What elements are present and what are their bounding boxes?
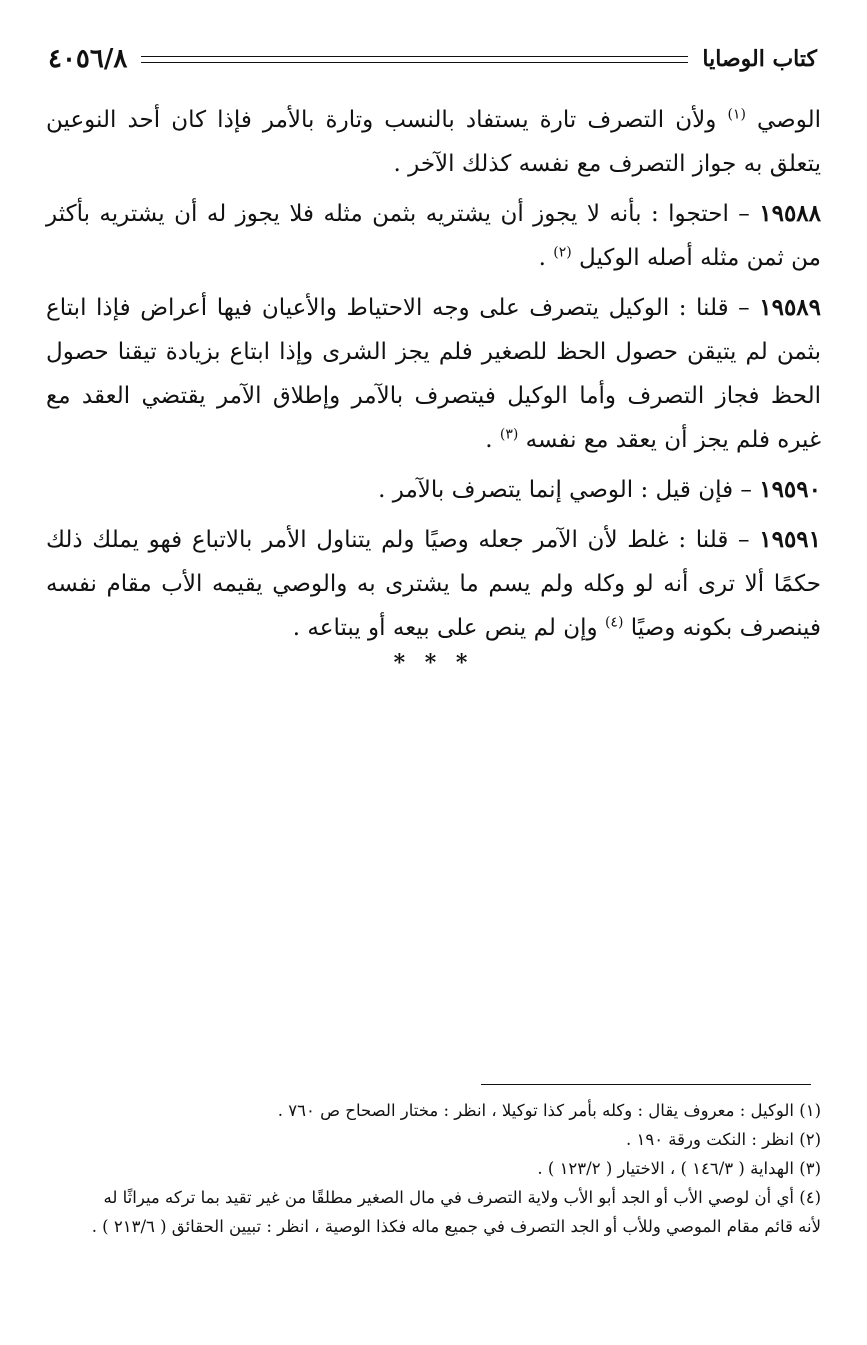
paragraph	[46, 192, 821, 280]
footnote: (٤) أي أن لوصي الأب أو الجد أبو الأب ولاية التصرف في مال الصغير مطلقًا من غير تقيد بما تركه ميراثًا له	[103, 1188, 821, 1207]
page-number: ٤٠٥٦/٨	[48, 44, 128, 74]
footnote-rule	[481, 1084, 811, 1085]
page-header	[48, 42, 817, 76]
paragraph-number: ١٩٥٩٠	[759, 476, 821, 503]
paragraph-text: – قلنا : غلط لأن الآمر جعله وصيًا ولم يتناول الأمر بالاتباع فهو يملك ذلك حكمًا ألا ترى أنه لو وكله ولم يسم ما يشترى به والوصي يقيمه الأب مقام نفسه فينصرف بكونه وصيًا	[46, 527, 821, 641]
paragraph-number: ١٩٥٨٩	[759, 294, 822, 321]
paragraph-text: – فإن قيل : الوصي إنما يتصرف بالآمر .	[378, 477, 752, 503]
footnote-ref: (٣)	[499, 426, 519, 443]
book-title: كتاب الوصايا	[702, 46, 817, 72]
footnote-ref: (٢)	[553, 244, 572, 261]
header-rule	[141, 56, 688, 63]
paragraph-number: ١٩٥٨٨	[759, 200, 822, 227]
paragraph-text: الوصي	[757, 107, 821, 133]
footnote-ref: (١)	[727, 106, 746, 123]
paragraph-text: .	[538, 245, 546, 271]
footnote: (٢) انظر : النكت ورقة ١٩٠ .	[625, 1130, 821, 1149]
paragraph-text: – احتجوا : بأنه لا يجوز أن يشتريه بثمن مثله فلا يجوز له أن يشتريه بأكثر من ثمن مثله أصله الوكيل	[46, 201, 821, 271]
paragraph-text: ولأن التصرف تارة يستفاد بالنسب وتارة بالأمر فإذا كان أحد النوعين يتعلق به جواز التصرف مع نفسه كذلك الآخر .	[46, 107, 821, 177]
section-separator: * * *	[393, 650, 474, 676]
paragraph-text: – قلنا : الوكيل يتصرف على وجه الاحتياط والأعيان فيها أعراض فإذا ابتاع بثمن لم يتيقن حصول الحظ للصغير فلم يجز الشرى وإذا ابتاع بزيادة تيقنا حصول الحظ فجاز التصرف وأما الوكيل فيتصرف بالآمر وإطلاق الآمر يقتضي العقد مع غيره فلم يجز أن يعقد مع نفسه	[46, 295, 821, 453]
paragraph-number: ١٩٥٩١	[759, 526, 822, 553]
paragraph	[46, 468, 821, 512]
footnotes	[46, 1096, 821, 1241]
footnote-ref: (٤)	[604, 614, 624, 631]
footnote: (٣) الهداية ( ١٤٦/٣ ) ، الاختيار ( ١٢٣/٢ ) .	[537, 1159, 821, 1178]
main-text	[46, 98, 821, 656]
paragraph	[46, 286, 821, 462]
paragraph-text: .	[485, 427, 493, 453]
paragraph	[46, 98, 821, 186]
footnote: (١) الوكيل : معروف يقال : وكله بأمر كذا توكيلا ، انظر : مختار الصحاح ص ٧٦٠ .	[277, 1101, 821, 1120]
paragraph-text: وإن لم ينص على بيعه أو يبتاعه .	[292, 615, 598, 641]
paragraph	[46, 518, 821, 650]
footnote-continuation: لأنه قائم مقام الموصي وللأب أو الجد التصرف في جميع ماله فكذا الوصية ، انظر : تبيين الحقائق ( ٢١٣/٦ ) .	[91, 1217, 821, 1236]
